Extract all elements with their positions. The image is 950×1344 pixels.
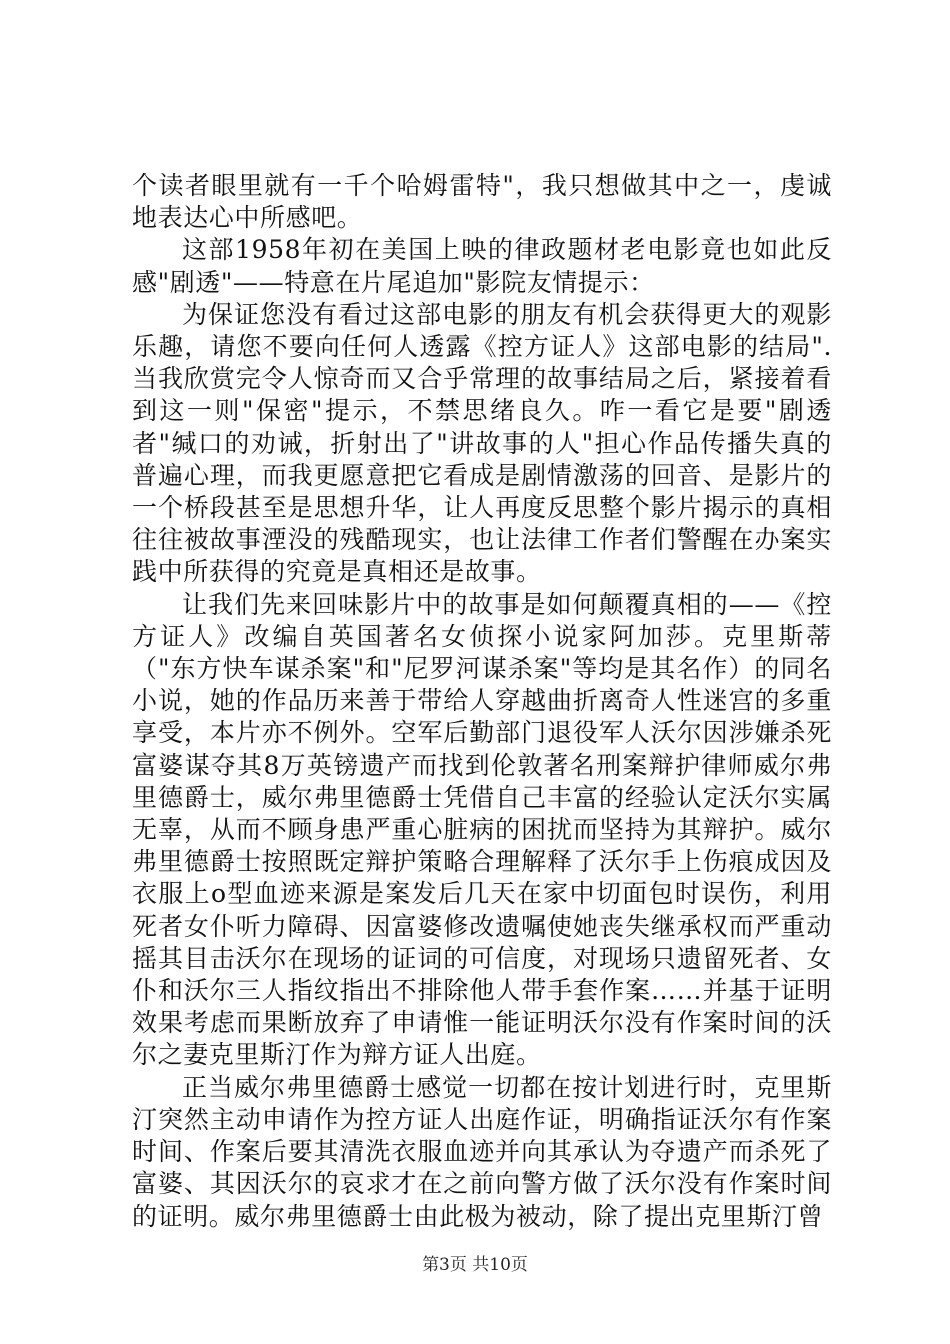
paragraph-5: 正当威尔弗里德爵士感觉一切都在按计划进行时，克里斯汀突然主动申请作为控方证人出庭作证，明确指证沃尔有作案时间、作案后要其清洗衣服血迹并向其承认为夺遗产而杀死了富婆、其因沃尔的哀求才在之前向警方做了沃尔没有作案时间的证明。威尔弗里德爵士由此极为被动，除了提出克里斯汀曾: [132, 1072, 832, 1231]
page-number-footer: 第3页 共10页: [422, 1255, 528, 1275]
body-text: [132, 170, 832, 1233]
paragraph-3: 为保证您没有看过这部电影的朋友有机会获得更大的观影乐趣，请您不要向任何人透露《控方证人》这部电影的结局".当我欣赏完令人惊奇而又合乎常理的故事结局之后，紧接着看到这一则"保密"提示，不禁思绪良久。咋一看它是要"剧透者"缄口的劝诫，折射出了"讲故事的人"担心作品传播失真的普遍心理，而我更愿意把它看成是剧情激荡的回音、是影片的一个桥段甚至是思想升华，让人再度反思整个影片揭示的真相往往被故事湮没的残酷现实，也让法律工作者们警醒在办案实践中所获得的究竟是真相还是故事。: [132, 299, 832, 587]
paragraph-1: 个读者眼里就有一千个哈姆雷特"，我只想做其中之一，虔诚地表达心中所感吧。: [132, 171, 832, 233]
paragraph-4: 让我们先来回味影片中的故事是如何颠覆真相的——《控方证人》改编自英国著名女侦探小说家阿加莎。克里斯蒂（"东方快车谋杀案"和"尼罗河谋杀案"等均是其名作）的同名小说，她的作品历来善于带给人穿越曲折离奇人性迷宫的多重享受，本片亦不例外。空军后勤部门退役军人沃尔因涉嫌杀死富婆谋夺其8万英镑遗产而找到伦敦著名刑案辩护律师威尔弗里德爵士，威尔弗里德爵士凭借自己丰富的经验认定沃尔实属无辜，从而不顾身患严重心脏病的困扰而坚持为其辩护。威尔弗里德爵士按照既定辩护策略合理解释了沃尔手上伤痕成因及衣服上o型血迹来源是案发后几天在家中切面包时误伤，利用死者女仆听力障碍、因富婆修改遗嘱使她丧失继承权而严重动摇其目击沃尔在现场的证词的可信度，对现场只遗留死者、女仆和沃尔三人指纹指出不排除他人带手套作案……并基于证明效果考虑而果断放弃了申请惟一能证明沃尔没有作案时间的沃尔之妻克里斯汀作为辩方证人出庭。: [132, 589, 832, 1070]
paragraph-2: 这部1958年初在美国上映的律政题材老电影竟也如此反感"剧透"——特意在片尾追加"影院友情提示：: [132, 235, 832, 297]
